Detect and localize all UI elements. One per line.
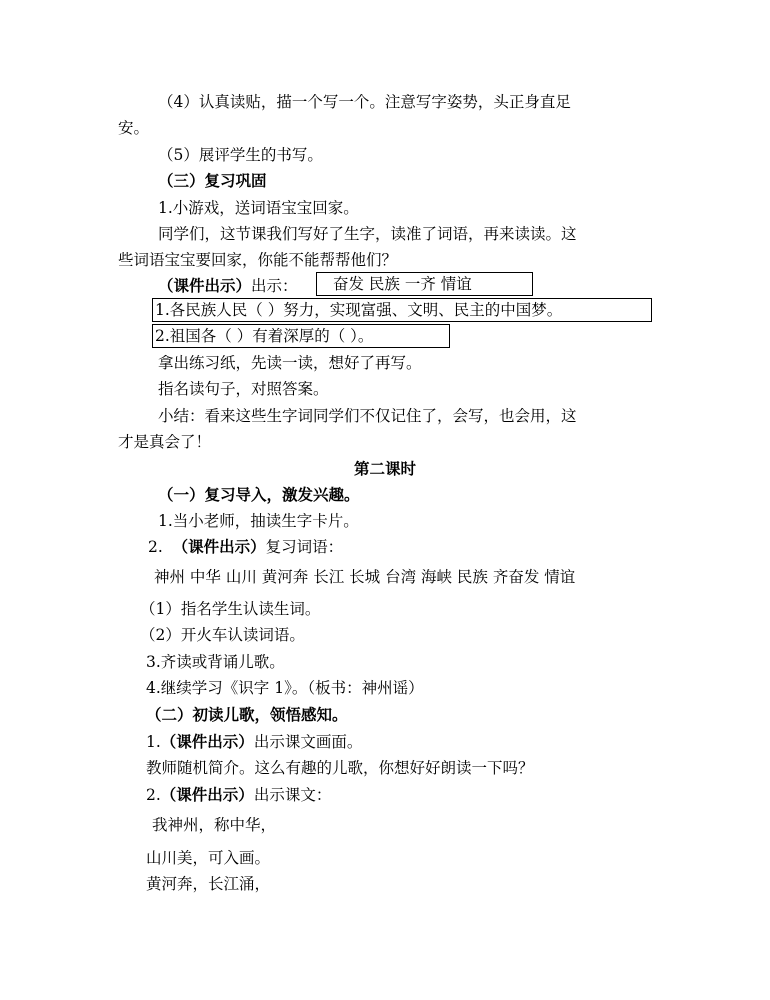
courseware-label-2: （课件出示） <box>172 537 266 556</box>
poem-line-3: 黄河奔，长江涌， <box>146 875 271 893</box>
courseware-line <box>158 276 298 296</box>
courseware-label-4: （课件出示） <box>160 785 254 804</box>
summary-line-2: 才是真会了！ <box>118 433 212 451</box>
intro-item-2-after: 复习词语： <box>265 538 344 556</box>
intro-item-1: 1.当小老师，抽读生字卡片。 <box>158 512 359 530</box>
teacher-intro-line: 教师随机简介。这么有趣的儿歌，你想好好朗读一下吗？ <box>146 759 534 777</box>
exercise-sentence-1: 1.各民族人民（ ）努力，实现富强、文明、民主的中国梦。 <box>152 298 652 322</box>
summary-line-1: 小结：看来这些生字词同学们不仅记住了，会写，也会用，这 <box>158 407 577 425</box>
courseware-label-3: （课件出示） <box>160 732 254 751</box>
courseware-after: 出示： <box>251 277 298 295</box>
reading-item-2 <box>146 785 331 805</box>
poem-line-2: 山川美，可入画。 <box>146 849 271 867</box>
section-heading-review: （三）复习巩固 <box>158 171 267 190</box>
intro-item-4: 4.继续学习《识字 1》。（板书：神州谣） <box>146 679 424 697</box>
reading-item-1 <box>146 732 362 752</box>
poem-line-1: 我神州，称中华， <box>152 816 277 834</box>
lesson-two-title: 第二课时 <box>353 459 416 478</box>
intro-item-3: 3.齐读或背诵儿歌。 <box>146 653 285 671</box>
answer-line: 指名读句子，对照答案。 <box>158 380 329 398</box>
instruction-line: 拿出练习纸，先读一读，想好了再写。 <box>158 354 422 372</box>
reading-item-2-after: 出示课文： <box>253 786 332 804</box>
reading-item-1-number: 1. <box>146 733 161 751</box>
reading-item-2-number: 2. <box>146 786 161 804</box>
sub-item-2: （2）开火车认读词语。 <box>140 626 305 644</box>
exercise-sentence-2: 2.祖国各（ ）有着深厚的（ ）。 <box>152 324 450 348</box>
reading-item-1-after: 出示课文画面。 <box>253 733 363 751</box>
word-box: 奋发 民族 一齐 情谊 <box>316 272 533 296</box>
section-heading-intro: （一）复习导入，激发兴趣。 <box>158 485 360 504</box>
step-5: （5）展评学生的书写。 <box>158 146 323 164</box>
intro-item-2 <box>148 537 343 557</box>
paragraph-line-1: 同学们，这节课我们写好了生字，读准了词语，再来读读。这 <box>158 225 577 243</box>
paragraph-line-2: 些词语宝宝要回家，你能不能帮帮他们？ <box>118 251 398 269</box>
game-line: 1.小游戏，送词语宝宝回家。 <box>158 199 359 217</box>
courseware-label: （课件出示） <box>158 276 252 295</box>
section-heading-first-reading: （二）初读儿歌，领悟感知。 <box>146 705 348 724</box>
step-4-line-2: 安。 <box>118 119 150 137</box>
review-word-list: 神州 中华 山川 黄河奔 长江 长城 台湾 海峡 民族 齐奋发 情谊 <box>154 568 576 586</box>
sub-item-1: （1）指名学生认读生词。 <box>140 600 321 618</box>
step-4-line-1: （4）认真读贴，描一个写一个。注意写字姿势，头正身直足 <box>158 93 571 111</box>
intro-item-2-number: 2. <box>148 538 163 556</box>
